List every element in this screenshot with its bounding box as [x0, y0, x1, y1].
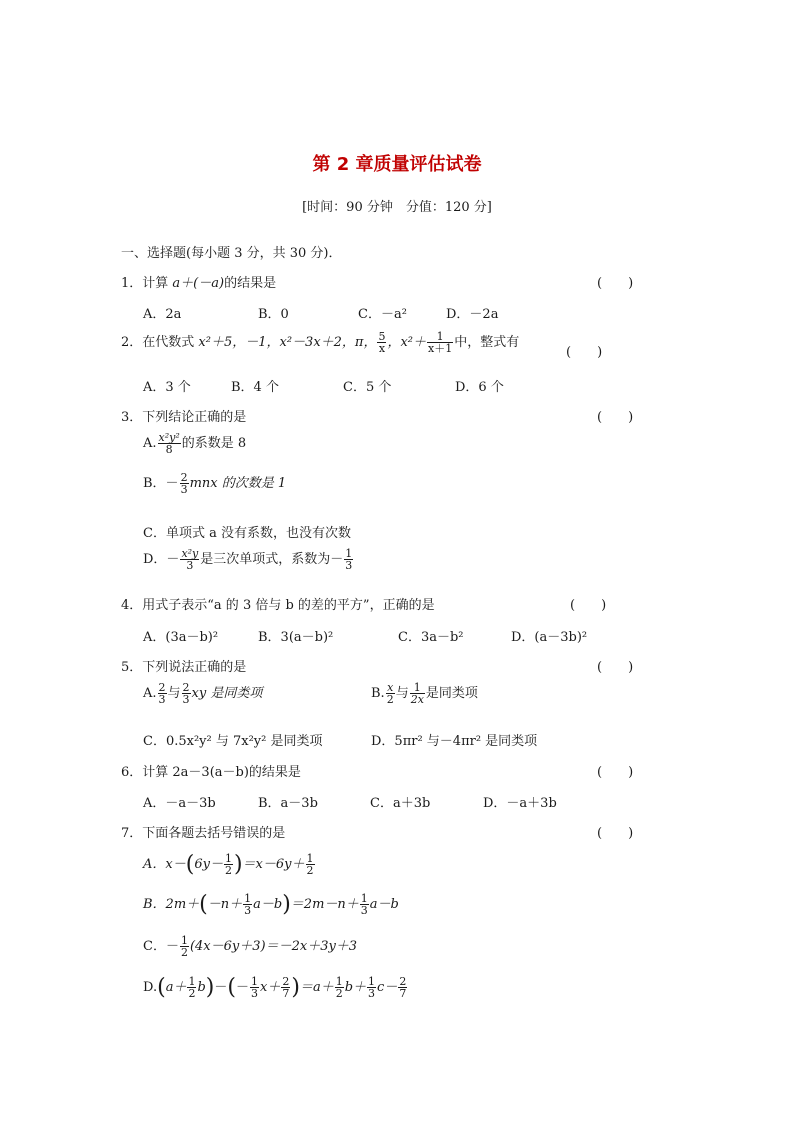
- option-d[interactable]: D．－a＋3b: [483, 796, 557, 811]
- question-1: [121, 272, 276, 291]
- fraction: $\frac{5}{x}$: [378, 330, 386, 355]
- question-5: 5．下列说法正确的是: [121, 660, 247, 675]
- option-d[interactable]: D．6 个: [455, 380, 504, 395]
- option-b[interactable]: B．a－3b: [258, 796, 318, 811]
- q-expr: a＋(－a): [172, 276, 225, 291]
- question-7: 7．下面各题去括号错误的是: [121, 826, 286, 841]
- fraction: $\frac{\text{x²y}}{3}$: [181, 547, 199, 572]
- answer-blank[interactable]: ( ): [597, 765, 634, 780]
- page-title: 第 2 章质量评估试卷: [312, 154, 482, 175]
- question-2: [121, 331, 519, 354]
- exam-info: [时间：90 分钟 分值：120 分]: [302, 200, 492, 215]
- question-3: 3．下列结论正确的是: [121, 410, 247, 425]
- option-c[interactable]: C．a＋3b: [370, 796, 431, 811]
- option-c[interactable]: C．－a²: [358, 307, 407, 322]
- q-number: 2．: [121, 335, 143, 350]
- option-c[interactable]: C．单项式 a 没有系数，也没有次数: [143, 526, 351, 541]
- option-d[interactable]: D.(a＋ $\frac{1}{2}$ b)－(－ $\frac{1}{3}$ x＋ $\frac{2}{7}$ )＝a＋ $\frac{1}{2}$ b＋ $\frac{1}{3}$ c－ $\frac{2}{7}$: [143, 975, 407, 1000]
- q-expr: ，x²＋: [387, 335, 427, 350]
- section-heading: 一、选择题(每小题 3 分，共 30 分)．: [121, 246, 342, 261]
- fraction: $\frac{1}{3}$: [345, 547, 353, 572]
- option-a[interactable]: A．x－(6y－ $\frac{1}{2}$ )＝x－6y＋ $\frac{1}{2}$: [143, 852, 314, 877]
- fraction: $\frac{1}{x+1}$: [428, 330, 453, 355]
- option-c[interactable]: C．5 个: [343, 380, 392, 395]
- option-c[interactable]: C．3a－b²: [398, 630, 464, 645]
- option-b[interactable]: B．4 个: [231, 380, 279, 395]
- option-c[interactable]: C．－ $\frac{1}{2}$ (4x－6y＋3)＝－2x＋3y＋3: [143, 934, 358, 959]
- answer-blank[interactable]: ( ): [597, 826, 634, 841]
- option-a[interactable]: A. $\frac{\text{x²y²}}{8}$ 的系数是 8: [143, 431, 247, 456]
- q-text: 中，整式有: [454, 335, 520, 350]
- option-d[interactable]: D．－2a: [446, 307, 499, 322]
- option-b[interactable]: B．3(a－b)²: [258, 630, 334, 645]
- question-6: 6．计算 2a－3(a－b)的结果是: [121, 765, 301, 780]
- q-text: 计算: [142, 276, 173, 291]
- answer-blank[interactable]: ( ): [597, 660, 634, 675]
- option-d[interactable]: D．(a－3b)²: [511, 630, 588, 645]
- q-text: 在代数式: [142, 335, 199, 350]
- option-d[interactable]: D．－ $\frac{\text{x²y}}{3}$ 是三次单项式，系数为－ $\frac{1}{3}$: [143, 547, 353, 572]
- question-4: 4．用式子表示“a 的 3 倍与 b 的差的平方”，正确的是: [121, 598, 435, 613]
- option-a[interactable]: A．－a－3b: [143, 796, 216, 811]
- q-number: 1．: [121, 276, 143, 291]
- fraction: $\frac{2}{3}$: [180, 471, 188, 496]
- answer-blank[interactable]: ( ): [597, 410, 634, 425]
- option-b[interactable]: B. $\frac{x}{2}$ 与 $\frac{1}{2x}$ 是同类项: [371, 681, 478, 706]
- option-c[interactable]: C．0.5x²y² 与 7x²y² 是同类项: [143, 734, 323, 749]
- fraction: $\frac{\text{x²y²}}{8}$: [158, 431, 180, 456]
- option-b[interactable]: B．0: [258, 307, 289, 322]
- option-a[interactable]: A．3 个: [143, 380, 191, 395]
- q-expr: x²＋5，－1，x²－3x＋2，π，: [198, 335, 377, 350]
- answer-blank[interactable]: ( ): [597, 276, 634, 291]
- option-b[interactable]: B．－ $\frac{2}{3}$ mnx 的次数是 1: [143, 471, 287, 496]
- q-text: 的结果是: [224, 276, 277, 291]
- option-a[interactable]: A．2a: [143, 307, 182, 322]
- option-a[interactable]: A．(3a－b)²: [143, 630, 219, 645]
- option-d[interactable]: D．5πr² 与－4πr² 是同类项: [371, 734, 538, 749]
- option-a[interactable]: A. $\frac{2}{3}$ 与 $\frac{2}{3}$ xy 是同类项: [143, 681, 263, 706]
- answer-blank[interactable]: ( ): [570, 598, 607, 613]
- option-b[interactable]: B．2m＋(－n＋ $\frac{1}{3}$ a－b)＝2m－n＋ $\frac{1}{3}$ a－b: [143, 892, 399, 917]
- answer-blank[interactable]: ( ): [566, 345, 603, 360]
